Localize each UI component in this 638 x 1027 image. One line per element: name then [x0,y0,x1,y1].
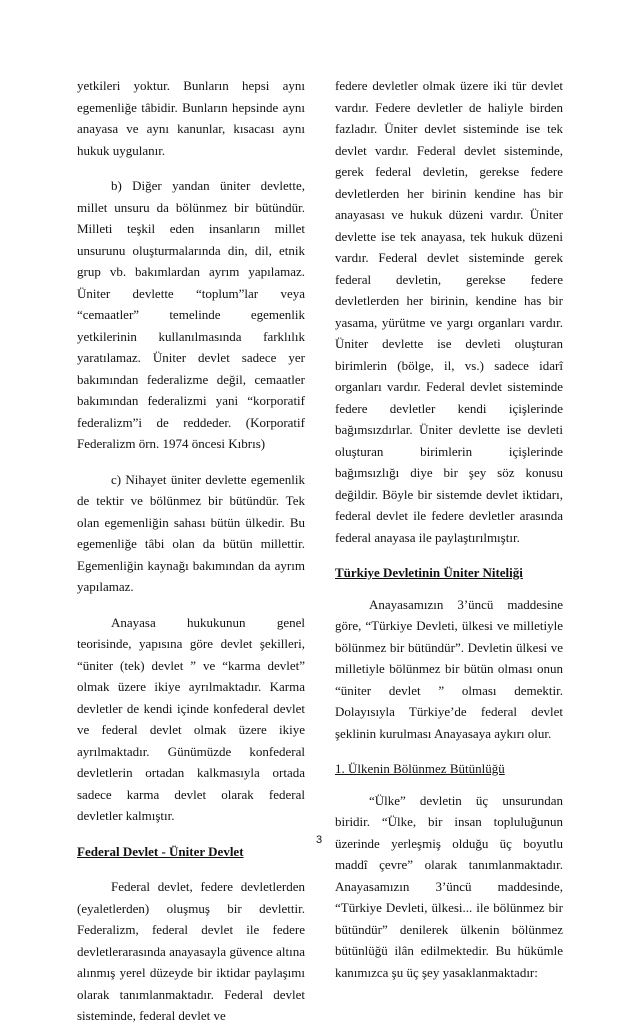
paragraph: b) Diğer yandan üniter devlette, millet unsuru da bölünmez bir bütündür. Milleti teşkil eden insanların millet unsurunu oluşturmalarında din, dil, etnik grup vb. bakımlardan ayrım yapılamaz. Üniter devlette “toplum”lar veya “cemaatler” temelinde egemenlik yetkilerinin kullanılmasında farklılık yaratılamaz. Üniter devlet sadece yer bakımından federalizme değil, cemaatler bakımından federalizmi yani “korporatif federalizm”i de reddeder. (Korporatif Federalizm örn. 1974 öncesi Kıbrıs) [77,178,305,451]
section-heading: Türkiye Devletinin Üniter Niteliği [335,565,523,580]
subsection-heading: 1. Ülkenin Bölünmez Bütünlüğü [335,761,505,776]
paragraph: Anayasamızın 3’üncü maddesine göre, “Türkiye Devleti, ülkesi ve milletiyle bölünmez bir bütündür”. Devletin ülkesi ve milletiyle bölünmez bir bütün olması onun “üniter devlet ” olması demektir. Dolayısıyla Türkiye’de federal devlet şeklinin kurulması Anayasaya aykırı olur. [335,596,563,741]
paragraph: Anayasa hukukunun genel teorisinde, yapısına göre devlet şekilleri, “üniter (tek) devlet ” ve “karma devlet” olmak üzere ikiye ayrılmaktadır. Karma devletler de kendi içinde konfederal devlet ve federal devlet olmak üzere ikiye ayrılmaktadır. Günümüzde konfederal devletlerin ortadan kalkmasıyla ortada sadece karma devlet olarak federal devletler kalmıştır. [77,614,305,823]
paragraph: federe devletler olmak üzere iki tür devlet vardır. Federe devletler de haliyle birden fazladır. Üniter devlet sisteminde ise tek devlet vardır. Federal devlet sisteminde, gerek federal devletin, gerekse federe devletlerden her birinin kendine has bir anayasası ve hukuk düzeni vardır. Üniter devlette ise tek anayasa, tek hukuk düzeni vardır. Federal devlet sisteminde gerek federal devletin, gerekse federe devletlerden her birinin, kendine has bir yasama, yürütme ve yargı organları vardır. Üniter devlette ise devleti oluşturan birimlerin (bölge, il, vs.) sadece idarî organları vardır. Federal devlet sisteminde federe devletler kendi içişlerinde bağımsızdırlar. Üniter devlette ise devleti oluşturan birimlerin içişlerinde bağımsızlığı diye bir şey söz konusu değildir. Böyle bir sistemde devlet iktidarı, federal devlet ile federe devletler arasında federal anayasa ile paylaştırılmıştır. [335,78,563,545]
paragraph: c) Nihayet üniter devlette egemenlik de tektir ve bölünmez bir bütündür. Tek olan egemenliğin sahası bütün ülkedir. Bu egemenliğe tâbi olan da bütün millettir. Egemenliğin kaynağı bakımından da ayrım yapılamaz. [77,471,305,594]
right-column [335,75,563,983]
paragraph: yetkileri yoktur. Bunların hepsi aynı egemenliğe tâbidir. Bunların hepsinde aynı anayasa ve aynı kanunlar, kısacası aynı hukuk uygulanır. [77,78,305,158]
section-heading: Federal Devlet - Üniter Devlet [77,843,244,859]
page-number: 3 [315,834,323,846]
paragraph: “Ülke” devletin üç unsurundan biridir. “Ülke, bir insan topluluğunun üzerinde yerleşmiş olduğu üç boyutlu maddî çevre” olarak tanımlanmaktadır. Anayasamızın 3’üncü maddesinde, “Türkiye Devleti, ülkesi... ile bölünmez bir bütündür” denilerek ülkenin bölünmez bütünlüğü ilân edilmektedir. Bu hükümle kanımızca şu üç şey yasaklanmaktadır: [335,792,563,980]
paragraph: Federal devlet, federe devletlerden (eyaletlerden) oluşmuş bir devlettir. Federalizm, federal devlet ile federe devletlerarasında anayasayla güvence altına alınmış yerel düzeyde bir iktidar paylaşımı olarak tanımlanmaktadır. Federal devlet sisteminde, federal devlet ve [77,879,305,1023]
left-column [77,75,305,1027]
